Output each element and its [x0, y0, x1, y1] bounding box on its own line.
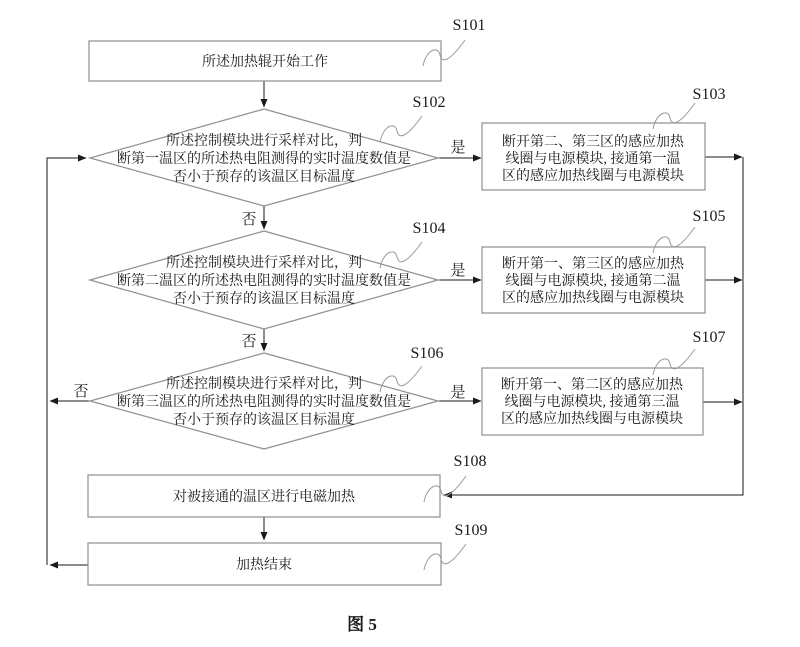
step-text-s105-line2: 线圈与电源模块, 接通第二温: [505, 274, 681, 289]
step-text-s105-line1: 断开第一、第三区的感应加热: [502, 257, 684, 272]
step-text-s103-line3: 区的感应加热线圈与电源模块: [502, 169, 684, 184]
edge-label-no-s106: 否: [73, 384, 89, 400]
decision-text-s104-line2: 断第二温区的所述热电阻测得的实时温度数值是: [117, 274, 411, 289]
decision-text-s104-line3: 否小于预存的该温区目标温度: [173, 292, 355, 307]
step-text-s109: 加热结束: [236, 558, 292, 573]
step-label-s104: S104: [412, 220, 446, 237]
decision-text-s106-line1: 所述控制模块进行采样对比，判: [166, 377, 362, 392]
step-label-s105: S105: [692, 208, 726, 225]
leader-squiggle-s102: [380, 116, 422, 142]
step-label-s103: S103: [692, 86, 726, 103]
step-text-s107-line2: 线圈与电源模块, 接通第三温: [504, 395, 680, 410]
step-text-s103-line1: 断开第二、第三区的感应加热: [502, 135, 684, 150]
decision-text-s102-line3: 否小于预存的该温区目标温度: [173, 170, 355, 185]
step-label-s107: S107: [692, 329, 726, 346]
step-text-s103-line2: 线圈与电源模块, 接通第一温: [505, 152, 681, 167]
left-rail-to-s102: [47, 158, 89, 565]
step-label-s106: S106: [410, 345, 444, 362]
decision-text-s106-line3: 否小于预存的该温区目标温度: [173, 413, 355, 428]
step-label-s109: S109: [454, 522, 488, 539]
decision-text-s104-line1: 所述控制模块进行采样对比，判: [166, 256, 362, 271]
leader-squiggle-s104: [380, 242, 422, 268]
step-text-s107-line3: 区的感应加热线圈与电源模块: [501, 412, 683, 427]
decision-text-s106-line2: 断第三温区的所述热电阻测得的实时温度数值是: [117, 395, 411, 410]
edge-label-yes-s106: 是: [450, 385, 466, 401]
step-text-s108: 对被接通的温区进行电磁加热: [173, 490, 355, 505]
step-text-s101: 所述加热辊开始工作: [202, 55, 328, 70]
edge-label-no-s104: 否: [241, 334, 257, 350]
decision-text-s102-line2: 断第一温区的所述热电阻测得的实时温度数值是: [117, 152, 411, 167]
decision-text-s102-line1: 所述控制模块进行采样对比，判: [166, 134, 362, 149]
step-label-s101: S101: [452, 17, 486, 34]
edge-label-yes-s102: 是: [450, 140, 466, 156]
step-text-s105-line3: 区的感应加热线圈与电源模块: [502, 291, 684, 306]
edge-label-no-s102: 否: [241, 212, 257, 228]
edge-label-yes-s104: 是: [450, 263, 466, 279]
step-label-s102: S102: [412, 94, 446, 111]
step-label-s108: S108: [453, 453, 487, 470]
figure-caption: 图 5: [347, 615, 377, 634]
step-text-s107-line1: 断开第一、第二区的感应加热: [501, 378, 683, 393]
